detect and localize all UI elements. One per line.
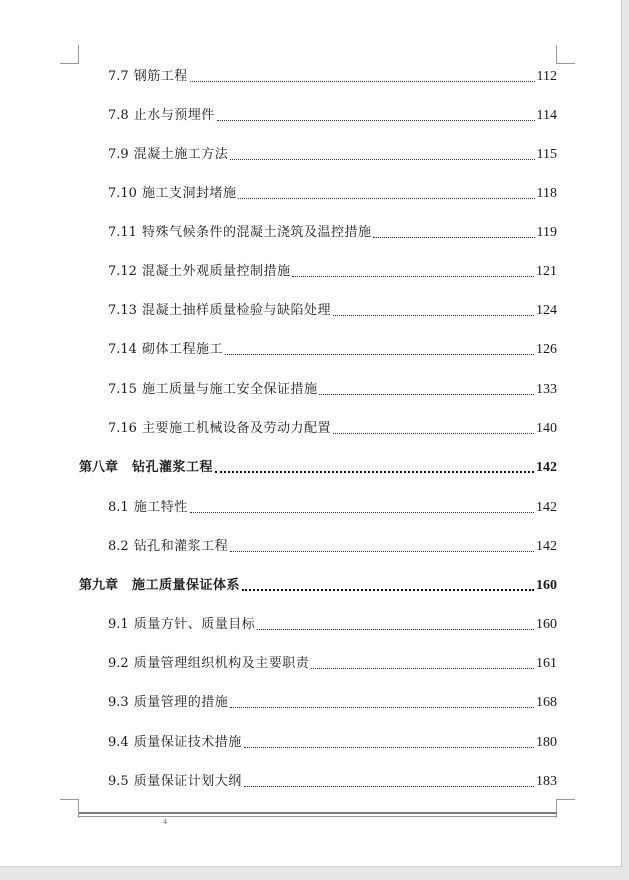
toc-section-entry[interactable] — [79, 221, 557, 241]
toc-entry-page: 168 — [536, 695, 557, 710]
toc-entry-page: 160 — [536, 617, 557, 632]
toc-entry-title: 混凝土外观质量控制措施 — [141, 264, 291, 279]
toc-entry-title: 施工质量与施工安全保证措施 — [141, 382, 318, 397]
toc-entry-title: 止水与预埋件 — [133, 108, 215, 123]
toc-entry-page: 140 — [536, 421, 557, 436]
toc-entry-number: 7.11 — [108, 225, 137, 240]
toc-entry-title: 钢筋工程 — [133, 69, 188, 84]
toc-entry-page: 115 — [536, 147, 557, 162]
toc-dot-leader — [373, 236, 534, 238]
toc-entry-title: 混凝土抽样质量检验与缺陷处理 — [141, 303, 331, 318]
crop-mark-top-left — [60, 45, 79, 64]
toc-entry-title: 质量管理组织机构及主要职责 — [133, 656, 310, 671]
toc-entry-title: 混凝土施工方法 — [133, 147, 229, 162]
toc-entry-page: 160 — [536, 578, 557, 593]
toc-section-entry[interactable] — [79, 104, 557, 124]
crop-mark-top-right — [556, 45, 575, 64]
toc-entry-number: 第八章 — [79, 460, 119, 475]
toc-entry-number: 9.2 — [108, 656, 129, 671]
crop-mark-bottom-right — [556, 799, 575, 818]
toc-entry-number: 7.16 — [108, 421, 137, 436]
toc-section-entry[interactable] — [79, 770, 557, 790]
toc-entry-title: 钻孔和灌浆工程 — [133, 539, 229, 554]
toc-dot-leader — [230, 158, 534, 160]
toc-dot-leader — [319, 393, 534, 395]
toc-section-entry[interactable] — [79, 496, 557, 516]
toc-section-entry[interactable] — [79, 260, 557, 280]
toc-entry-title: 特殊气候条件的混凝土浇筑及温控措施 — [141, 225, 372, 240]
toc-entry-page: 119 — [536, 225, 557, 240]
toc-entry-title: 施工质量保证体系 — [132, 578, 241, 593]
toc-entry-number: 7.8 — [108, 108, 129, 123]
toc-entry-page: 126 — [536, 342, 557, 357]
toc-entry-number: 第九章 — [79, 578, 119, 593]
toc-entry-number: 8.1 — [108, 500, 129, 515]
toc-entry-page: 161 — [536, 656, 557, 671]
toc-section-entry[interactable] — [79, 65, 557, 85]
toc-entry-title: 质量保证计划大纲 — [133, 774, 242, 789]
crop-mark-bottom-left — [60, 799, 79, 818]
toc-entry-number: 9.3 — [108, 695, 129, 710]
toc-dot-leader — [225, 353, 534, 355]
toc-entry-title: 施工支洞封堵施 — [141, 186, 237, 201]
toc-entry-number: 7.12 — [108, 264, 137, 279]
toc-dot-leader — [257, 628, 534, 630]
toc-entry-number: 7.14 — [108, 342, 137, 357]
footer-rule-thin — [79, 816, 557, 817]
toc-entry-number: 8.2 — [108, 539, 129, 554]
toc-dot-leader — [230, 550, 534, 552]
toc-section-entry[interactable] — [79, 417, 557, 437]
toc-entry-title: 主要施工机械设备及劳动力配置 — [141, 421, 331, 436]
toc-entry-page: 142 — [536, 500, 557, 515]
toc-dot-leader — [217, 119, 535, 121]
toc-entry-title: 质量管理的措施 — [133, 695, 229, 710]
toc-entry-page: 183 — [536, 774, 557, 789]
toc-chapter-entry[interactable] — [79, 456, 557, 476]
toc-entry-title: 砌体工程施工 — [141, 342, 223, 357]
toc-section-entry[interactable] — [79, 182, 557, 202]
toc-dot-leader — [311, 667, 534, 669]
toc-section-entry[interactable] — [79, 613, 557, 633]
toc-entry-page: 180 — [536, 735, 557, 750]
toc-dot-leader — [333, 314, 534, 316]
toc-section-entry[interactable] — [79, 299, 557, 319]
toc-entry-page: 133 — [536, 382, 557, 397]
toc-section-entry[interactable] — [79, 691, 557, 711]
toc-entry-page: 142 — [536, 539, 557, 554]
toc-dot-leader — [244, 785, 534, 787]
toc-entry-page: 121 — [536, 264, 557, 279]
toc-section-entry[interactable] — [79, 143, 557, 163]
toc-entry-page: 114 — [536, 108, 557, 123]
toc-entry-number: 9.1 — [108, 617, 129, 632]
toc-section-entry[interactable] — [79, 535, 557, 555]
toc-dot-leader — [190, 511, 534, 513]
toc-chapter-entry[interactable] — [79, 574, 557, 594]
toc-entry-page: 118 — [536, 186, 557, 201]
toc-section-entry[interactable] — [79, 378, 557, 398]
toc-entry-number: 7.10 — [108, 186, 137, 201]
toc-dot-leader — [244, 746, 534, 748]
toc-entry-page: 124 — [536, 303, 557, 318]
toc-entry-number: 9.5 — [108, 774, 129, 789]
toc-entry-page: 112 — [536, 69, 557, 84]
toc-entry-number: 9.4 — [108, 735, 129, 750]
toc-entry-number: 7.9 — [108, 147, 129, 162]
toc-section-entry[interactable] — [79, 338, 557, 358]
toc-entry-number: 7.13 — [108, 303, 137, 318]
toc-entry-title: 钻孔灌浆工程 — [132, 460, 214, 475]
toc-dot-leader — [215, 470, 534, 473]
toc-section-entry[interactable] — [79, 731, 557, 751]
toc-dot-leader — [292, 275, 534, 277]
toc-dot-leader — [190, 80, 535, 82]
toc-dot-leader — [333, 432, 534, 434]
toc-dot-leader — [230, 706, 534, 708]
toc-entry-title: 质量保证技术措施 — [133, 735, 242, 750]
toc-entry-title: 施工特性 — [133, 500, 188, 515]
toc-entry-number: 7.7 — [108, 69, 129, 84]
footer-rule — [79, 812, 557, 814]
toc-entry-number: 7.15 — [108, 382, 137, 397]
toc-entry-title: 质量方针、质量目标 — [133, 617, 256, 632]
toc-entry-page: 142 — [536, 460, 557, 475]
toc-dot-leader — [242, 588, 534, 591]
toc-dot-leader — [238, 197, 534, 199]
toc-section-entry[interactable] — [79, 652, 557, 672]
page-number: 4 — [163, 817, 167, 826]
